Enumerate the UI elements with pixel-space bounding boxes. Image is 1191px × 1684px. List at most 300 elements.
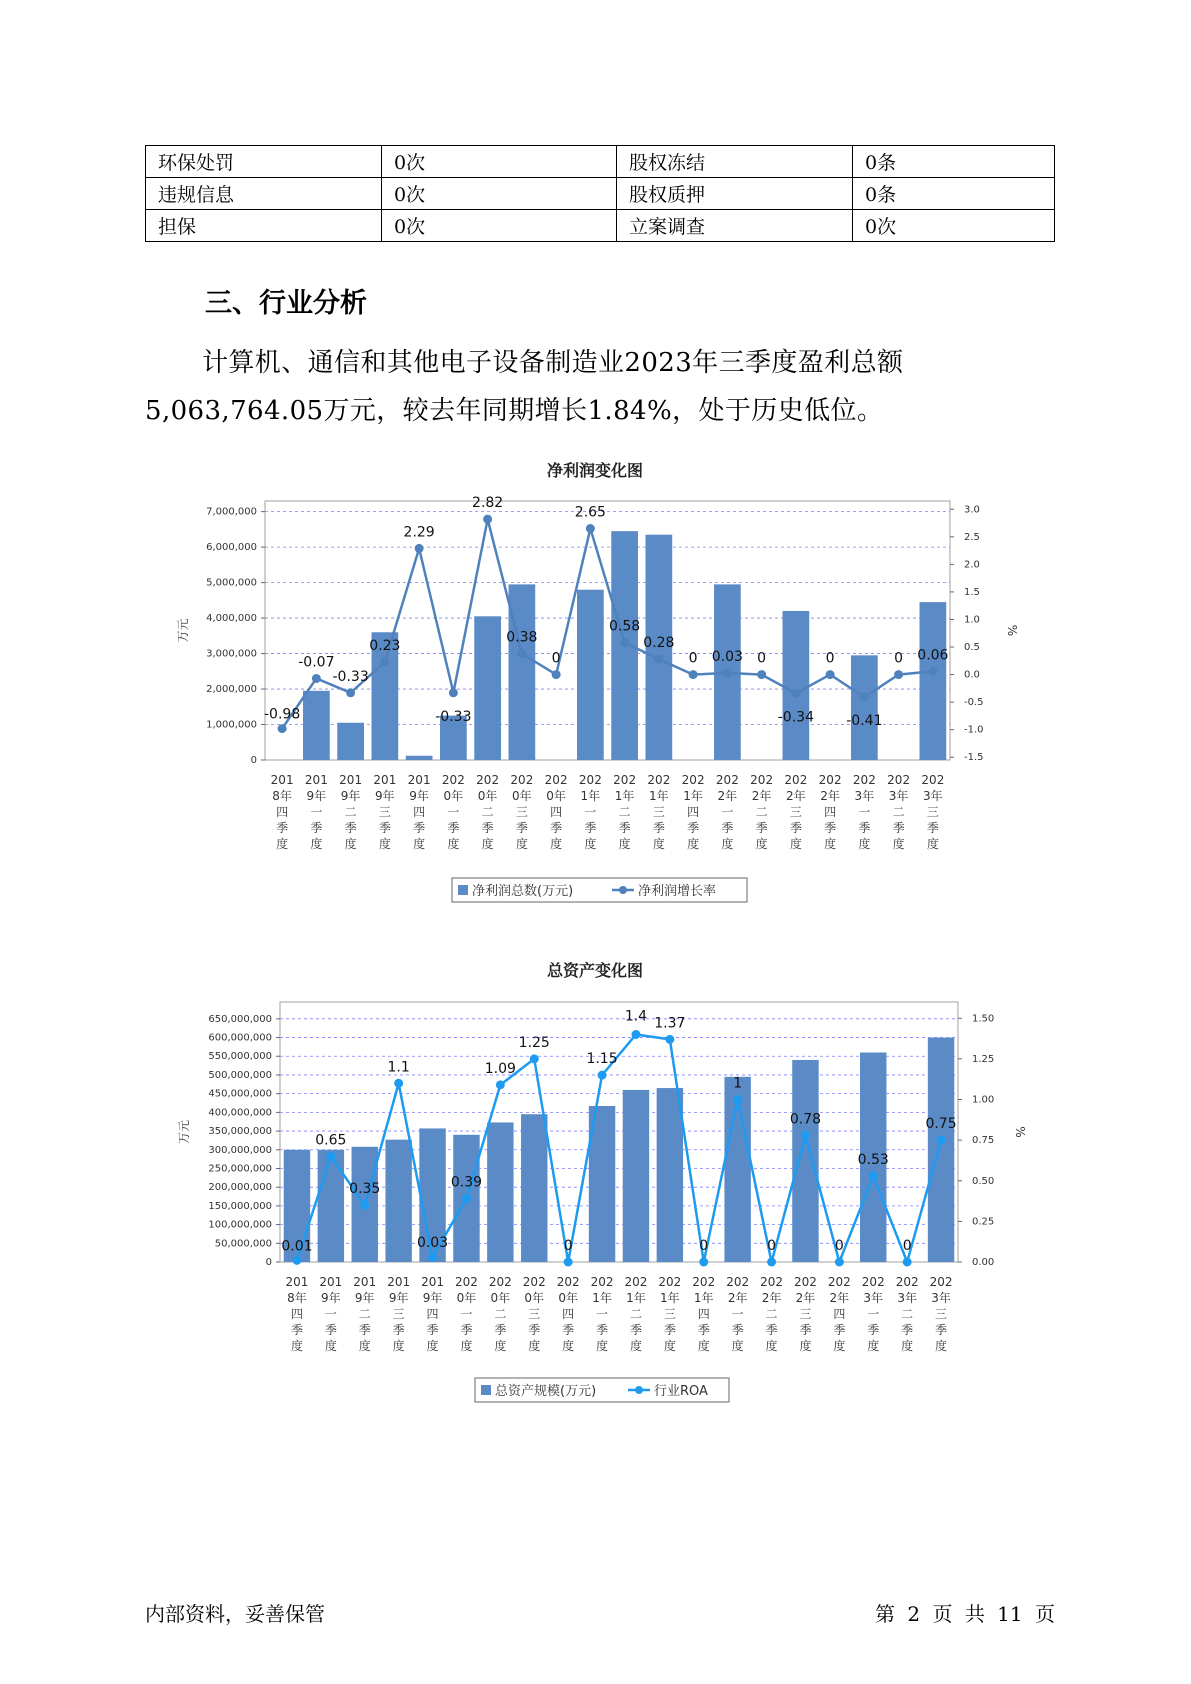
x-tick-label: 一 [584,805,597,819]
x-tick-label: 一 [596,1307,609,1321]
x-tick-label: 度 [596,1339,609,1353]
x-tick-label: 三 [789,805,802,819]
x-tick-label: 一 [324,1307,337,1321]
series-point [860,693,869,702]
x-tick-label: 202 [488,1275,512,1289]
bar [385,1140,411,1262]
data-label: 0 [902,1238,912,1254]
right-tick-label: -1.5 [964,752,984,764]
series-point [699,1258,708,1267]
series-point [894,670,903,679]
right-tick-label: 2.0 [964,559,980,571]
x-tick-label: 三 [799,1307,812,1321]
x-tick-label: 季 [378,821,391,835]
x-tick-label: 3年 [923,789,943,803]
series-point [326,1152,335,1161]
x-tick-label: 202 [624,1275,648,1289]
x-tick-label: 季 [824,821,837,835]
x-tick-label: 度 [447,837,460,851]
x-tick-label: 季 [799,1323,812,1337]
x-tick-label: 季 [481,821,494,835]
x-tick-label: 度 [697,1339,710,1353]
x-tick-label: 度 [824,837,837,851]
x-tick-label: 9年 [354,1291,375,1305]
plot-area [280,1002,958,1262]
x-tick-label: 季 [858,821,871,835]
x-tick-label: 度 [550,837,563,851]
x-tick-label: 201 [319,1275,343,1289]
x-tick-label: 二 [892,805,905,819]
data-label: -0.07 [298,654,335,671]
bar [303,691,330,760]
data-label: 1.09 [484,1060,516,1077]
data-label: 0.35 [349,1181,381,1198]
data-label: 0.58 [609,618,641,635]
x-tick-label: 202 [590,1275,614,1289]
x-tick-label: 一 [721,805,734,819]
legend-line-label: 行业ROA [654,1384,708,1399]
x-tick-label: 度 [755,837,768,851]
x-tick-label: 度 [721,837,734,851]
chart-title: 总资产变化图 [546,961,644,980]
x-tick-label: 0年 [490,1291,511,1305]
x-tick-label: 201 [387,1275,411,1289]
x-tick-label: 3年 [931,1291,951,1305]
x-tick-label: 0年 [524,1291,545,1305]
data-label: 0.03 [711,648,743,665]
x-tick-label: 三 [515,805,528,819]
series-point [449,688,458,697]
x-tick-label: 四 [550,805,563,819]
total-assets-chart [0,950,1191,1405]
series-point [928,667,937,676]
x-tick-label: 9年 [340,789,361,803]
x-tick-label: 9年 [388,1291,409,1305]
paragraph-line-1: 计算机、通信和其他电子设备制造业2023年三季度盈利总额 [202,348,904,378]
x-tick-label: 202 [522,1275,546,1289]
series-point [462,1194,471,1203]
x-tick-label: 202 [887,773,911,787]
x-tick-label: 度 [562,1339,575,1353]
x-tick-label: 三 [652,805,665,819]
data-label: 0 [688,650,698,667]
series-point [826,670,835,679]
series-point [654,655,663,664]
data-label: 0 [757,650,767,667]
left-tick-label: 150,000,000 [208,1200,272,1212]
x-tick-label: 度 [584,837,597,851]
series-point [278,724,287,733]
series-point [767,1258,776,1267]
x-tick-label: 二 [901,1307,914,1321]
data-label: 1.37 [654,1015,686,1032]
x-tick-label: 9年 [375,789,395,803]
x-tick-label: 202 [793,1275,817,1289]
table-cell-label: 立案调查 [617,210,853,242]
x-tick-label: 度 [901,1339,914,1353]
x-tick-label: 3年 [888,789,909,803]
x-tick-label: 202 [454,1275,478,1289]
x-tick-label: 三 [528,1307,541,1321]
table-cell-value: 0次 [382,178,617,210]
x-tick-label: 季 [755,821,768,835]
x-tick-label: 度 [528,1339,541,1353]
x-tick-label: 度 [892,837,905,851]
right-tick-label: -0.5 [964,697,984,709]
left-tick-label: 200,000,000 [208,1182,272,1194]
x-tick-label: 1年 [614,789,635,803]
x-tick-label: 度 [618,837,631,851]
table-cell-label: 股权质押 [617,178,853,210]
x-tick-label: 201 [421,1275,445,1289]
table-cell-label: 环保处罚 [146,146,382,178]
x-tick-label: 三 [926,805,939,819]
right-tick-label: 0.25 [972,1216,995,1228]
left-tick-label: 7,000,000 [206,506,257,518]
left-tick-label: 650,000,000 [208,1013,272,1025]
table-row [146,210,1055,242]
x-tick-label: 2年 [820,789,840,803]
bar [318,1150,344,1262]
data-label: 0.38 [506,629,538,646]
x-tick-label: 202 [715,773,739,787]
risk-info-table [145,145,1055,242]
right-tick-label: 0.5 [964,642,980,654]
x-tick-label: 季 [494,1323,507,1337]
x-tick-label: 202 [510,773,534,787]
x-tick-label: 三 [935,1307,948,1321]
x-tick-label: 202 [647,773,671,787]
series-point [360,1201,369,1210]
x-tick-label: 一 [447,805,460,819]
bar [509,584,536,760]
series-point [903,1258,912,1267]
bar [851,655,878,760]
left-tick-label: 0 [265,1257,272,1268]
right-tick-label: 1.5 [964,586,980,598]
left-tick-label: 4,000,000 [206,613,257,625]
data-label: 2.65 [574,504,606,521]
x-tick-label: 202 [760,1275,784,1289]
x-tick-label: 1年 [660,1291,680,1305]
x-tick-label: 201 [407,773,431,787]
x-tick-label: 季 [926,821,939,835]
x-tick-label: 季 [596,1323,609,1337]
series-point [346,688,355,697]
bar [406,756,433,760]
x-tick-label: 202 [750,773,774,787]
series-point [757,670,766,679]
legend-bar-swatch [481,1385,491,1395]
bar [487,1122,513,1262]
x-tick-label: 201 [285,1275,309,1289]
x-tick-label: 202 [818,773,842,787]
x-tick-label: 度 [833,1339,846,1353]
series-point [835,1258,844,1267]
x-tick-label: 季 [550,821,563,835]
x-tick-label: 度 [935,1339,948,1353]
x-tick-label: 202 [852,773,876,787]
x-tick-label: 季 [460,1323,473,1337]
x-tick-label: 季 [426,1323,439,1337]
series-point [517,649,526,658]
x-tick-label: 2年 [727,1291,748,1305]
legend-line-marker [635,1386,643,1394]
data-label: 0.75 [925,1116,957,1133]
series-point [631,1030,640,1039]
x-tick-label: 201 [353,1275,377,1289]
chart-title: 净利润变化图 [546,461,644,480]
right-tick-label: 2.5 [964,531,980,543]
x-tick-label: 度 [460,1339,473,1353]
data-label: 0.53 [857,1151,889,1168]
footer-confidential-note: 内部资料，妥善保管 [145,1602,325,1626]
data-label: 0.65 [315,1132,347,1149]
x-tick-label: 度 [324,1339,337,1353]
x-tick-label: 202 [544,773,568,787]
left-tick-label: 2,000,000 [206,684,257,696]
x-tick-label: 1年 [649,789,669,803]
series-point [689,670,698,679]
data-label: 0.06 [917,647,949,664]
series-point [665,1035,674,1044]
x-tick-label: 8年 [272,789,292,803]
x-tick-label: 季 [935,1323,948,1337]
x-tick-label: 度 [276,837,289,851]
bar [920,602,947,760]
x-tick-label: 8年 [287,1291,307,1305]
data-label: 0.78 [789,1111,822,1128]
series-point [552,670,561,679]
left-tick-label: 350,000,000 [208,1126,272,1138]
x-tick-label: 三 [392,1307,405,1321]
x-tick-label: 度 [413,837,426,851]
series-point [598,1071,607,1080]
x-tick-label: 季 [447,821,460,835]
data-label: 0 [834,1238,844,1254]
data-label: 0 [699,1238,709,1254]
x-tick-label: 三 [378,805,391,819]
x-tick-label: 四 [562,1307,575,1321]
x-tick-label: 四 [833,1307,846,1321]
x-tick-label: 季 [358,1323,371,1337]
x-tick-label: 一 [731,1307,744,1321]
left-tick-label: 5,000,000 [206,577,257,589]
series-point [312,674,321,683]
y-axis-title-left: 万元 [177,1119,191,1145]
left-tick-label: 100,000,000 [208,1219,272,1231]
x-tick-label: 二 [618,805,631,819]
bar [337,723,364,760]
x-tick-label: 度 [378,837,391,851]
x-tick-label: 0年 [477,789,498,803]
x-tick-label: 季 [618,821,631,835]
x-tick-label: 四 [413,805,426,819]
x-tick-label: 度 [652,837,665,851]
x-tick-label: 季 [867,1323,880,1337]
left-tick-label: 0 [250,755,257,766]
x-tick-label: 季 [789,821,802,835]
x-tick-label: 202 [726,1275,750,1289]
x-tick-label: 202 [692,1275,716,1289]
data-label: -0.33 [435,708,472,725]
data-label: -0.34 [777,709,814,726]
x-tick-label: 0年 [456,1291,477,1305]
series-point [292,1256,301,1265]
x-tick-label: 2年 [751,789,772,803]
table-cell-value: 0条 [853,178,1055,210]
x-tick-label: 0年 [512,789,532,803]
x-tick-label: 三 [663,1307,676,1321]
x-tick-label: 度 [731,1339,744,1353]
x-tick-label: 201 [373,773,397,787]
x-tick-label: 二 [358,1307,371,1321]
x-tick-label: 度 [629,1339,642,1353]
data-label: 0.03 [416,1235,449,1252]
series-point [380,657,389,666]
x-tick-label: 度 [663,1339,676,1353]
x-tick-label: 度 [789,837,802,851]
bar [577,590,604,760]
footer-page-number: 第 2 页 共 11 页 [875,1602,1055,1626]
legend-bar-label: 总资产规模(万元) [495,1384,597,1399]
data-label: 1 [733,1075,743,1092]
x-tick-label: 度 [344,837,357,851]
data-label: 0 [551,650,561,667]
y-axis-title-right: % [1013,1126,1027,1138]
left-tick-label: 1,000,000 [206,719,257,731]
data-label: 1.4 [624,1008,648,1025]
x-tick-label: 季 [901,1323,914,1337]
x-tick-label: 季 [731,1323,744,1337]
x-tick-label: 2年 [717,789,738,803]
x-tick-label: 季 [324,1323,337,1337]
x-tick-label: 季 [765,1323,778,1337]
data-label: 2.82 [472,495,504,512]
series-point [620,638,629,647]
bar [783,611,810,760]
x-tick-label: 度 [358,1339,371,1353]
x-tick-label: 2年 [829,1291,850,1305]
x-tick-label: 1年 [693,1291,714,1305]
data-label: -0.41 [846,713,883,730]
x-tick-label: 202 [681,773,705,787]
table-row [146,178,1055,210]
x-tick-label: 季 [290,1323,303,1337]
bar [623,1090,649,1262]
left-tick-label: 50,000,000 [214,1238,272,1250]
x-tick-label: 四 [290,1307,303,1321]
data-label: -0.33 [332,668,369,685]
x-tick-label: 二 [629,1307,642,1321]
x-tick-label: 202 [921,773,945,787]
left-tick-label: 500,000,000 [208,1069,272,1081]
x-tick-label: 202 [895,1275,919,1289]
x-tick-label: 度 [494,1339,507,1353]
right-tick-label: 1.25 [972,1053,995,1065]
legend-line-marker [619,886,627,894]
table-cell-value: 0次 [382,210,617,242]
data-label: 0.23 [369,637,401,654]
x-tick-label: 202 [556,1275,580,1289]
x-tick-label: 季 [687,821,700,835]
x-tick-label: 季 [310,821,323,835]
series-point [791,689,800,698]
series-point [733,1095,742,1104]
series-point [483,515,492,524]
x-tick-label: 202 [784,773,808,787]
x-tick-label: 二 [481,805,494,819]
x-tick-label: 一 [460,1307,473,1321]
x-tick-label: 季 [721,821,734,835]
legend-bar-swatch [458,885,468,895]
x-tick-label: 201 [339,773,363,787]
data-label: 0 [894,650,904,667]
right-tick-label: -1.0 [964,724,984,736]
table-cell-value: 0条 [853,146,1055,178]
series-point [415,544,424,553]
x-tick-label: 1年 [580,789,601,803]
series-point [869,1171,878,1180]
x-tick-label: 二 [344,805,357,819]
x-tick-label: 201 [270,773,294,787]
left-tick-label: 3,000,000 [206,648,257,660]
x-tick-label: 202 [613,773,637,787]
data-label: 1.15 [586,1051,618,1068]
x-tick-label: 二 [755,805,768,819]
x-tick-label: 季 [392,1323,405,1337]
y-axis-title-right: % [1005,624,1019,637]
x-tick-label: 季 [629,1323,642,1337]
right-tick-label: 1.50 [972,1013,995,1025]
x-tick-label: 9年 [306,789,327,803]
x-tick-label: 1年 [626,1291,646,1305]
x-tick-label: 度 [515,837,528,851]
series-point [530,1054,539,1063]
bar [474,616,501,760]
x-tick-label: 季 [562,1323,575,1337]
legend-bar-label: 净利润总数(万元) [472,884,574,899]
left-tick-label: 250,000,000 [208,1163,272,1175]
right-tick-label: 0.0 [964,669,980,681]
data-label: 0.01 [281,1238,313,1255]
x-tick-label: 202 [578,773,602,787]
x-tick-label: 季 [652,821,665,835]
x-tick-label: 9年 [422,1291,443,1305]
right-tick-label: 3.0 [964,504,980,516]
x-tick-label: 202 [476,773,500,787]
x-tick-label: 季 [833,1323,846,1337]
x-tick-label: 0年 [546,789,566,803]
x-tick-label: 季 [528,1323,541,1337]
x-tick-label: 度 [392,1339,405,1353]
series-point [801,1131,810,1140]
x-tick-label: 季 [697,1323,710,1337]
table-cell-value: 0次 [382,146,617,178]
x-tick-label: 0年 [558,1291,578,1305]
left-tick-label: 550,000,000 [208,1051,272,1063]
left-tick-label: 450,000,000 [208,1088,272,1100]
left-tick-label: 600,000,000 [208,1032,272,1044]
x-tick-label: 3年 [863,1291,884,1305]
x-tick-label: 度 [481,837,494,851]
data-label: 0.39 [450,1174,483,1191]
x-tick-label: 度 [290,1339,303,1353]
x-tick-label: 二 [765,1307,778,1321]
x-tick-label: 202 [441,773,465,787]
x-tick-label: 9年 [409,789,429,803]
x-tick-label: 9年 [321,1291,341,1305]
